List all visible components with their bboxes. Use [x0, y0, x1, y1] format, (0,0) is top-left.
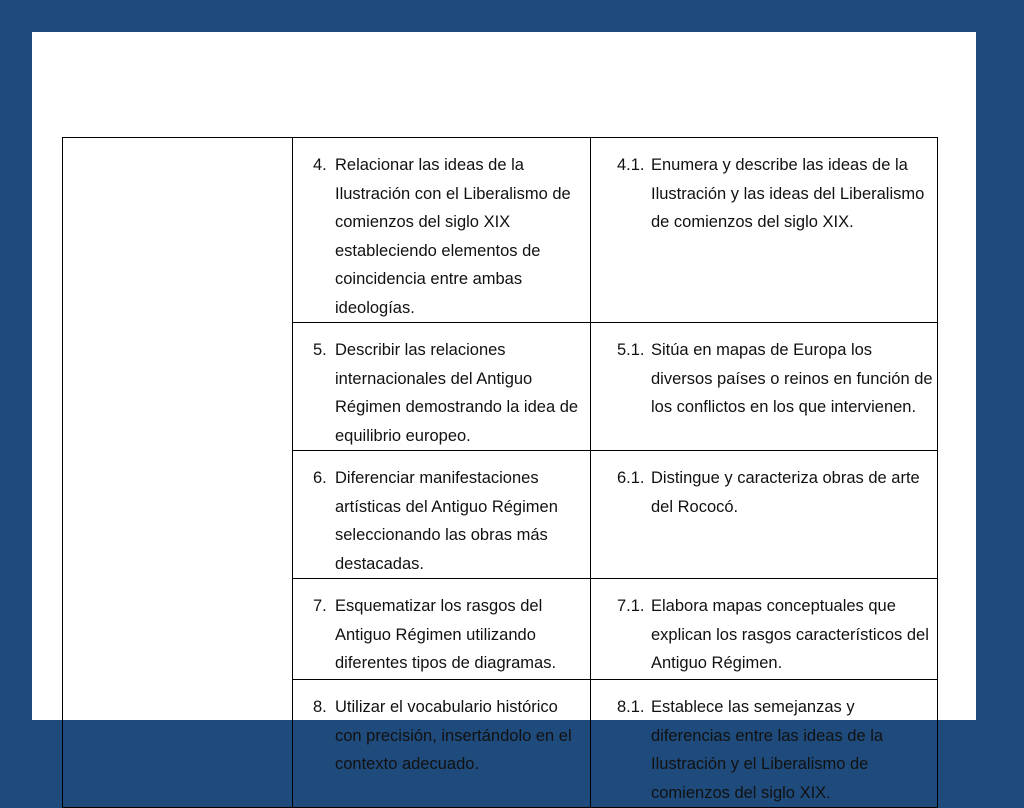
criterion-text: Relacionar las ideas de la Ilustración con el Liberalismo de comienzos del siglo XIX estableciendo elementos de coincidencia entre ambas ideologías. [335, 156, 571, 317]
criterion-number: 6. [313, 469, 327, 487]
criterion-cell [293, 579, 591, 680]
standard-number: 5.1. [617, 341, 645, 359]
criterion-text: Describir las relaciones internacionales del Antiguo Régimen demostrando la idea de equilibrio europeo. [335, 341, 579, 445]
criterion-text: Esquematizar los rasgos del Antiguo Régimen utilizando diferentes tipos de diagramas. [335, 597, 557, 672]
criterion-cell [293, 138, 591, 323]
criteria-table [62, 137, 938, 808]
standard-text: Elabora mapas conceptuales que explican los rasgos característicos del Antiguo Régimen. [651, 597, 929, 672]
criterion-number: 5. [313, 341, 327, 359]
standard-text: Enumera y describe las ideas de la Ilustración y las ideas del Liberalismo de comienzos del siglo XIX. [651, 156, 925, 231]
table-row [63, 138, 938, 323]
standard-number: 4.1. [617, 156, 645, 174]
standard-number: 6.1. [617, 469, 645, 487]
standard-cell [591, 138, 938, 323]
criterion-cell [293, 323, 591, 451]
criterion-text: Utilizar el vocabulario histórico con precisión, insertándolo en el contexto adecuado. [335, 698, 572, 773]
standard-cell [591, 680, 938, 808]
standard-text: Distingue y caracteriza obras de arte del Rococó. [651, 469, 920, 516]
slide [32, 32, 976, 802]
standard-cell [591, 579, 938, 680]
standard-text: Sitúa en mapas de Europa los diversos países o reinos en función de los conflictos en los que intervienen. [651, 341, 933, 416]
criterion-number: 8. [313, 698, 327, 716]
criterion-text: Diferenciar manifestaciones artísticas del Antiguo Régimen seleccionando las obras más destacadas. [335, 469, 558, 573]
standard-cell [591, 451, 938, 579]
criterion-number: 4. [313, 156, 327, 174]
criterion-number: 7. [313, 597, 327, 615]
criterion-cell [293, 451, 591, 579]
criterion-cell [293, 680, 591, 808]
standard-text: Establece las semejanzas y diferencias entre las ideas de la Ilustración y el Liberalismo de comienzos del siglo XIX. [651, 698, 884, 802]
blank-column-cell [63, 138, 293, 808]
standard-number: 7.1. [617, 597, 645, 615]
standard-cell [591, 323, 938, 451]
standard-number: 8.1. [617, 698, 645, 716]
